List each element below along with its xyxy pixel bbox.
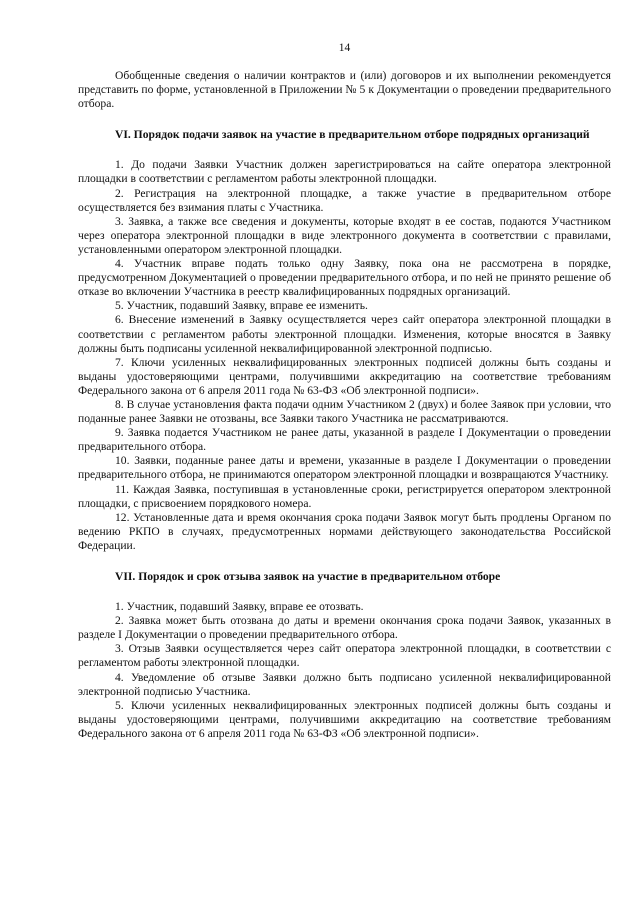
page-number: 14 <box>338 42 351 54</box>
intro-paragraph: Обобщенные сведения о наличии контрактов и (или) договоров и их выполнении рекомендуется представить по форме, установленной в Приложении № 5 к Документации о проведении предварительного отбора. <box>78 69 611 111</box>
section-6-item-1: 1. До подачи Заявки Участник должен зарегистрироваться на сайте оператора электронной площадки в соответствии с регламентом работы электронной площадки. <box>78 158 611 186</box>
section-6-item-4: 4. Участник вправе подать только одну Заявку, пока она не рассмотрена в порядке, предусмотренном Документацией о проведении предварительного отбора, и по ней не принято решение об отказе во включении Участника в реестр квалифицированных подрядных организаций. <box>78 257 611 299</box>
page-content <box>78 69 611 741</box>
section-6-item-12: 12. Установленные дата и время окончания срока подачи Заявок могут быть продлены Органом по ведению РКПО в случаях, предусмотренных нормами действующего законодательства Российской Федерации. <box>78 510 611 552</box>
document-page <box>78 0 611 905</box>
section-6-item-11: 11. Каждая Заявка, поступившая в установленные сроки, регистрируется оператором электронной площадки, с присвоением порядкового номера. <box>78 482 611 510</box>
section-7-item-2: 2. Заявка может быть отозвана до даты и времени окончания срока подачи Заявок, указанных в разделе I Документации о проведении предварительного отбора. <box>78 614 611 642</box>
section-6-heading: VI. Порядок подачи заявок на участие в предварительном отборе подрядных организаций <box>115 128 590 142</box>
section-7-item-5: 5. Ключи усиленных неквалифицированных электронных подписей должны быть созданы и выданы удостоверяющими центрами, получившими аккредитацию на соответствие требованиям Федерального закона от 6 апреля 2011 года № 63-ФЗ «Об электронной подписи». <box>78 698 611 740</box>
section-7-item-1: 1. Участник, подавший Заявку, вправе ее отозвать. <box>115 600 364 614</box>
section-6-item-3: 3. Заявка, а также все сведения и документы, которые входят в ее состав, подаются Участником через оператора электронной площадки в виде электронного документа в соответствии с правилами, установленными оператором электронной площадки. <box>78 214 611 256</box>
section-7-item-4: 4. Уведомление об отзыве Заявки должно быть подписано усиленной неквалифицированной электронной подписью Участника. <box>78 670 611 698</box>
section-7-heading: VII. Порядок и срок отзыва заявок на участие в предварительном отборе <box>115 570 501 583</box>
section-6-item-6: 6. Внесение изменений в Заявку осуществляется через сайт оператора электронной площадки в соответствии с регламентом работы электронной площадки. Изменения, которые вносятся в Заявку должны быть подписаны усиленной неквалифицированной электронной подписью. <box>78 313 611 355</box>
section-6-item-8: 8. В случае установления факта подачи одним Участником 2 (двух) и более Заявок при условии, что поданные ранее Заявки не отозваны, все Заявки такого Участника не рассматриваются. <box>78 397 611 426</box>
section-6-item-2: 2. Регистрация на электронной площадке, а также участие в предварительном отборе осуществляется без взимания платы с Участника. <box>78 186 611 214</box>
section-6-item-5: 5. Участник, подавший Заявку, вправе ее изменить. <box>115 299 368 313</box>
section-6-item-10: 10. Заявки, поданные ранее даты и времени, указанные в разделе I Документации о проведении предварительного отбора, не принимаются оператором электронной площадки и возвращаются Участнику. <box>78 454 611 482</box>
section-6-item-7: 7. Ключи усиленных неквалифицированных электронных подписей должны быть созданы и выданы удостоверяющими центрами, получившими аккредитацию на соответствие требованиям Федерального закона от 6 апреля 2011 года № 63-ФЗ «Об электронной подписи». <box>78 355 611 397</box>
section-7-item-3: 3. Отзыв Заявки осуществляется через сайт оператора электронной площадки, в соответствии с регламентом работы электронной площадки. <box>78 642 611 670</box>
section-6-item-9: 9. Заявка подается Участником не ранее даты, указанной в разделе I Документации о проведении предварительного отбора. <box>78 426 611 454</box>
